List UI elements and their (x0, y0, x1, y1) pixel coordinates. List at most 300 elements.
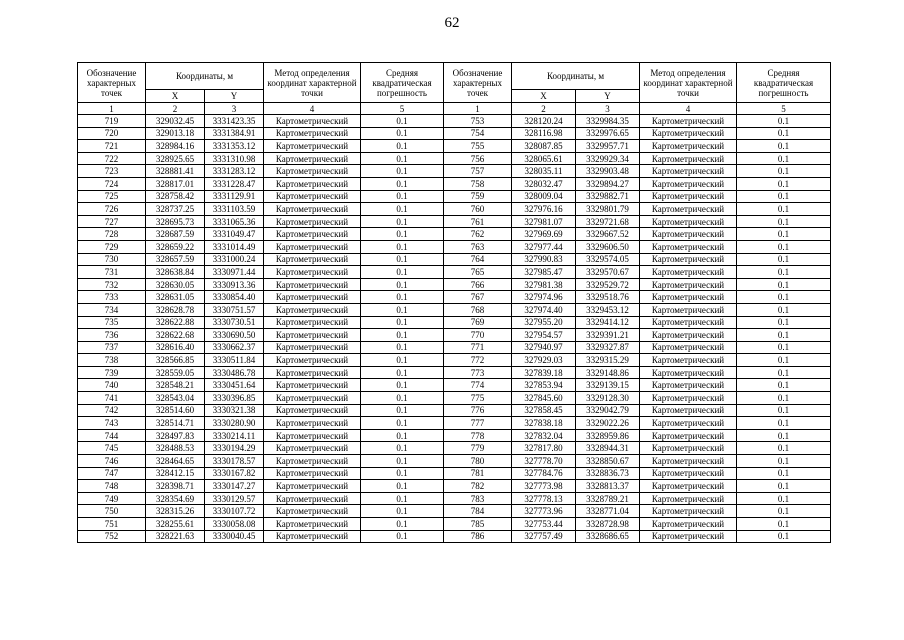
table-cell: 740 (78, 379, 146, 392)
table-cell: 781 (444, 467, 512, 480)
table-row (78, 115, 831, 128)
table-cell: 3328789.21 (576, 492, 640, 505)
table-cell: Картометрический (640, 467, 737, 480)
table-cell: 772 (444, 354, 512, 367)
table-cell: 758 (444, 177, 512, 190)
table-cell: Картометрический (264, 442, 361, 455)
table-cell: 328065.61 (512, 152, 576, 165)
table-cell: Картометрический (640, 366, 737, 379)
table-cell: 3329022.26 (576, 417, 640, 430)
table-cell: 783 (444, 492, 512, 505)
page-number: 62 (444, 15, 460, 31)
column-number: 3 (205, 103, 264, 115)
table-cell: 728 (78, 228, 146, 241)
table-cell: Картометрический (640, 341, 737, 354)
table-cell: 0.1 (361, 354, 444, 367)
table-cell: Картометрический (640, 505, 737, 518)
header-method-right: Метод определения координат характерной точки (640, 63, 737, 103)
table-cell: 0.1 (737, 115, 831, 128)
table-cell: 3328686.65 (576, 530, 640, 543)
table-cell: 327838.18 (512, 417, 576, 430)
table-cell: 0.1 (737, 215, 831, 228)
table-cell: 0.1 (361, 266, 444, 279)
table-cell: 767 (444, 291, 512, 304)
table-cell: 328758.42 (146, 190, 205, 203)
table-cell: Картометрический (264, 165, 361, 178)
table-cell: 327773.98 (512, 480, 576, 493)
table-cell: 327757.49 (512, 530, 576, 543)
table-cell: 0.1 (361, 492, 444, 505)
table-cell: 0.1 (361, 240, 444, 253)
table-cell: Картометрический (640, 278, 737, 291)
table-cell: 328497.83 (146, 429, 205, 442)
table-cell: 751 (78, 518, 146, 531)
table-cell: Картометрический (264, 203, 361, 216)
table-cell: 327974.40 (512, 303, 576, 316)
table-cell: 3330451.64 (205, 379, 264, 392)
table-cell: 726 (78, 203, 146, 216)
table-row (78, 240, 831, 253)
table-cell: 757 (444, 165, 512, 178)
table-cell: Картометрический (264, 127, 361, 140)
table-cell: Картометрический (264, 215, 361, 228)
table-cell: 3329894.27 (576, 177, 640, 190)
coordinates-table (77, 62, 831, 543)
table-cell: 3330129.57 (205, 492, 264, 505)
table-cell: 725 (78, 190, 146, 203)
table-cell: Картометрический (640, 530, 737, 543)
table-cell: 3329984.35 (576, 115, 640, 128)
table-row (78, 429, 831, 442)
table-cell: 0.1 (737, 152, 831, 165)
table-cell: 3328944.31 (576, 442, 640, 455)
table-row (78, 329, 831, 342)
table-cell: 327839.18 (512, 366, 576, 379)
column-number: 3 (576, 103, 640, 115)
table-cell: 0.1 (361, 228, 444, 241)
table-cell: 0.1 (737, 518, 831, 531)
table-cell: 3328771.04 (576, 505, 640, 518)
column-number: 2 (146, 103, 205, 115)
table-row (78, 366, 831, 379)
table-cell: 3331283.12 (205, 165, 264, 178)
table-cell: 3330751.57 (205, 303, 264, 316)
table-cell: 3330913.36 (205, 278, 264, 291)
header-point-right: Обозначение характерных точек (444, 63, 512, 103)
table-cell: 328543.04 (146, 392, 205, 405)
table-cell: 3329139.15 (576, 379, 640, 392)
table-cell: 328687.59 (146, 228, 205, 241)
table-cell: 3329903.48 (576, 165, 640, 178)
table-row (78, 278, 831, 291)
table-cell: 3329957.71 (576, 140, 640, 153)
table-cell: 3330511.84 (205, 354, 264, 367)
table-cell: 729 (78, 240, 146, 253)
table-cell: 3330107.72 (205, 505, 264, 518)
table-row (78, 354, 831, 367)
table-cell: 327832.04 (512, 429, 576, 442)
table-cell: 327778.13 (512, 492, 576, 505)
table-cell: Картометрический (640, 329, 737, 342)
table-row (78, 253, 831, 266)
table-cell: Картометрический (264, 278, 361, 291)
table-cell: Картометрический (264, 455, 361, 468)
table-cell: 784 (444, 505, 512, 518)
table-cell: 328638.84 (146, 266, 205, 279)
table-cell: 745 (78, 442, 146, 455)
table-cell: 771 (444, 341, 512, 354)
table-cell: 328514.60 (146, 404, 205, 417)
header-error-right: Средняя квадратическая погрешность (737, 63, 831, 103)
table-cell: Картометрический (640, 190, 737, 203)
table-cell: 0.1 (737, 329, 831, 342)
table-cell: 730 (78, 253, 146, 266)
table-row (78, 392, 831, 405)
column-number: 4 (264, 103, 361, 115)
table-cell: 0.1 (737, 190, 831, 203)
table-cell: 0.1 (737, 165, 831, 178)
table-cell: Картометрический (264, 303, 361, 316)
table-cell: 0.1 (737, 253, 831, 266)
table-cell: 328631.05 (146, 291, 205, 304)
table-cell: 0.1 (361, 190, 444, 203)
table-cell: Картометрический (264, 177, 361, 190)
table-cell: 328255.61 (146, 518, 205, 531)
table-row (78, 530, 831, 543)
table-cell: 3328836.73 (576, 467, 640, 480)
table-cell: 769 (444, 316, 512, 329)
table-cell: 0.1 (361, 442, 444, 455)
table-cell: Картометрический (640, 404, 737, 417)
table-cell: Картометрический (640, 379, 737, 392)
table-cell: 742 (78, 404, 146, 417)
table-cell: 3330854.40 (205, 291, 264, 304)
column-number: 1 (444, 103, 512, 115)
table-cell: 329013.18 (146, 127, 205, 140)
table-cell: 0.1 (361, 518, 444, 531)
table-cell: 0.1 (737, 177, 831, 190)
table-row (78, 190, 831, 203)
table-cell: Картометрический (640, 127, 737, 140)
table-cell: 3329518.76 (576, 291, 640, 304)
table-cell: 782 (444, 480, 512, 493)
table-row (78, 291, 831, 304)
table-row (78, 127, 831, 140)
table-cell: 3328850.67 (576, 455, 640, 468)
table-cell: 770 (444, 329, 512, 342)
table-cell: 727 (78, 215, 146, 228)
table-cell: Картометрический (640, 492, 737, 505)
table-cell: 0.1 (361, 379, 444, 392)
table-cell: Картометрический (264, 392, 361, 405)
table-cell: 328032.47 (512, 177, 576, 190)
column-number: 5 (361, 103, 444, 115)
table-cell: Картометрический (264, 190, 361, 203)
table-row (78, 303, 831, 316)
table-cell: Картометрический (640, 480, 737, 493)
table-cell: 721 (78, 140, 146, 153)
table-cell: Картометрический (264, 530, 361, 543)
header-y-right: Y (576, 90, 640, 103)
table-cell: 3330690.50 (205, 329, 264, 342)
table-row (78, 455, 831, 468)
table-cell: 756 (444, 152, 512, 165)
header-x-right: X (512, 90, 576, 103)
table-cell: 773 (444, 366, 512, 379)
table-cell: 0.1 (361, 417, 444, 430)
table-cell: 3329721.68 (576, 215, 640, 228)
table-cell: Картометрический (264, 518, 361, 531)
table-cell: Картометрический (264, 316, 361, 329)
table-cell: 723 (78, 165, 146, 178)
table-cell: 328221.63 (146, 530, 205, 543)
table-cell: 739 (78, 366, 146, 379)
table-cell: Картометрический (264, 341, 361, 354)
column-number: 4 (640, 103, 737, 115)
table-cell: 328412.15 (146, 467, 205, 480)
table-cell: 328657.59 (146, 253, 205, 266)
table-cell: 3330730.51 (205, 316, 264, 329)
table-cell: 3328728.98 (576, 518, 640, 531)
table-cell: 328659.22 (146, 240, 205, 253)
table-body (78, 115, 831, 543)
table-cell: 327976.16 (512, 203, 576, 216)
table-cell: 0.1 (737, 417, 831, 430)
table-cell: 720 (78, 127, 146, 140)
table-cell: Картометрический (640, 152, 737, 165)
table-cell: 3331310.98 (205, 152, 264, 165)
table-cell: 328630.05 (146, 278, 205, 291)
table-cell: Картометрический (264, 417, 361, 430)
table-cell: 0.1 (361, 316, 444, 329)
table-cell: 0.1 (361, 278, 444, 291)
table-cell: 328514.71 (146, 417, 205, 430)
table-cell: 327977.44 (512, 240, 576, 253)
table-cell: Картометрический (640, 203, 737, 216)
table-row (78, 379, 831, 392)
table-cell: Картометрический (640, 316, 737, 329)
table-cell: 3329453.12 (576, 303, 640, 316)
table-cell: 3331049.47 (205, 228, 264, 241)
table-cell: 777 (444, 417, 512, 430)
table-cell: 768 (444, 303, 512, 316)
table-cell: Картометрический (264, 480, 361, 493)
table-cell: 3331423.35 (205, 115, 264, 128)
table-cell: 0.1 (737, 228, 831, 241)
table-cell: 3331014.49 (205, 240, 264, 253)
table-cell: 0.1 (737, 480, 831, 493)
table-cell: 3330040.45 (205, 530, 264, 543)
table-cell: 327858.45 (512, 404, 576, 417)
column-number: 1 (78, 103, 146, 115)
table-cell: 328116.98 (512, 127, 576, 140)
table-cell: 785 (444, 518, 512, 531)
table-cell: 3330058.08 (205, 518, 264, 531)
table-cell: 0.1 (361, 467, 444, 480)
table-cell: 327940.97 (512, 341, 576, 354)
table-cell: Картометрический (264, 366, 361, 379)
table-cell: 328315.26 (146, 505, 205, 518)
table-cell: 0.1 (737, 240, 831, 253)
table-cell: Картометрический (640, 417, 737, 430)
table-cell: 0.1 (737, 530, 831, 543)
table-cell: 328622.68 (146, 329, 205, 342)
header-y-left: Y (205, 90, 264, 103)
table-row (78, 316, 831, 329)
table-cell: 3328813.37 (576, 480, 640, 493)
table-row (78, 467, 831, 480)
table-cell: 327985.47 (512, 266, 576, 279)
table-cell: 3331228.47 (205, 177, 264, 190)
table-cell: 719 (78, 115, 146, 128)
table-cell: 753 (444, 115, 512, 128)
table-cell: 328548.21 (146, 379, 205, 392)
table-cell: 328616.40 (146, 341, 205, 354)
table-cell: 328009.04 (512, 190, 576, 203)
table-cell: 752 (78, 530, 146, 543)
table-cell: 328559.05 (146, 366, 205, 379)
table-cell: 328817.01 (146, 177, 205, 190)
table-row (78, 165, 831, 178)
table-cell: 328737.25 (146, 203, 205, 216)
table-cell: 724 (78, 177, 146, 190)
table-cell: 327929.03 (512, 354, 576, 367)
table-cell: 755 (444, 140, 512, 153)
table-cell: 766 (444, 278, 512, 291)
table-cell: Картометрический (264, 253, 361, 266)
table-cell: Картометрический (640, 228, 737, 241)
column-number: 2 (512, 103, 576, 115)
table-row (78, 152, 831, 165)
table-cell: 3331065.36 (205, 215, 264, 228)
table-cell: 778 (444, 429, 512, 442)
table-cell: Картометрический (640, 518, 737, 531)
table-cell: 3330486.78 (205, 366, 264, 379)
table-cell: 328628.78 (146, 303, 205, 316)
table-cell: 0.1 (737, 140, 831, 153)
table-cell: 3329882.71 (576, 190, 640, 203)
table-cell: 3329606.50 (576, 240, 640, 253)
table-cell: 735 (78, 316, 146, 329)
table-cell: 731 (78, 266, 146, 279)
table-cell: 0.1 (361, 530, 444, 543)
table-cell: 3329667.52 (576, 228, 640, 241)
table-cell: 0.1 (737, 442, 831, 455)
table-cell: 3331384.91 (205, 127, 264, 140)
table-cell: 327981.38 (512, 278, 576, 291)
table-cell: 775 (444, 392, 512, 405)
table-cell: 328035.11 (512, 165, 576, 178)
table-cell: 3331103.59 (205, 203, 264, 216)
table-cell: 736 (78, 329, 146, 342)
table-cell: Картометрический (640, 115, 737, 128)
table-cell: Картометрический (264, 404, 361, 417)
table-cell: 327853.94 (512, 379, 576, 392)
table-cell: 0.1 (737, 455, 831, 468)
table-cell: Картометрический (264, 115, 361, 128)
header-x-left: X (146, 90, 205, 103)
table-cell: 328354.69 (146, 492, 205, 505)
table-cell: 733 (78, 291, 146, 304)
table-cell: 0.1 (737, 366, 831, 379)
table-cell: 0.1 (361, 215, 444, 228)
header-coords-left: Координаты, м (146, 63, 264, 90)
table-cell: 3330214.11 (205, 429, 264, 442)
table-cell: 0.1 (361, 392, 444, 405)
table-row (78, 341, 831, 354)
table-cell: 762 (444, 228, 512, 241)
table-cell: 738 (78, 354, 146, 367)
header-coords-right: Координаты, м (512, 63, 640, 90)
table-cell: 0.1 (737, 492, 831, 505)
table-cell: 327954.57 (512, 329, 576, 342)
table-row (78, 203, 831, 216)
table-row (78, 177, 831, 190)
table-row (78, 480, 831, 493)
table-cell: 0.1 (737, 467, 831, 480)
table-cell: Картометрический (264, 467, 361, 480)
table-cell: 3329128.30 (576, 392, 640, 405)
table-cell: Картометрический (264, 291, 361, 304)
table-cell: 734 (78, 303, 146, 316)
table-cell: Картометрический (640, 140, 737, 153)
header-method-left: Метод определения координат характерной точки (264, 63, 361, 103)
table-cell: 786 (444, 530, 512, 543)
table-cell: 743 (78, 417, 146, 430)
column-number: 5 (737, 103, 831, 115)
table-cell: 3330396.85 (205, 392, 264, 405)
table-row (78, 518, 831, 531)
table-cell: 749 (78, 492, 146, 505)
table-cell: 327981.07 (512, 215, 576, 228)
table-cell: 737 (78, 341, 146, 354)
table-cell: 0.1 (737, 278, 831, 291)
table-cell: 741 (78, 392, 146, 405)
table-cell: 328120.24 (512, 115, 576, 128)
table-cell: 3329529.72 (576, 278, 640, 291)
table-cell: 327955.20 (512, 316, 576, 329)
header-error-left: Средняя квадратическая погрешность (361, 63, 444, 103)
table-cell: 3329574.05 (576, 253, 640, 266)
table-cell: 774 (444, 379, 512, 392)
table-cell: 3330178.57 (205, 455, 264, 468)
table-cell: Картометрический (264, 429, 361, 442)
table-cell: 327974.96 (512, 291, 576, 304)
table-cell: 760 (444, 203, 512, 216)
table-row (78, 492, 831, 505)
table-cell: 744 (78, 429, 146, 442)
table-cell: 3331129.91 (205, 190, 264, 203)
table-cell: 0.1 (361, 291, 444, 304)
table-cell: 328695.73 (146, 215, 205, 228)
table-cell: 0.1 (361, 455, 444, 468)
table-cell: 3329414.12 (576, 316, 640, 329)
table-cell: 3329327.87 (576, 341, 640, 354)
table-cell: 3329042.79 (576, 404, 640, 417)
table-cell: Картометрический (264, 329, 361, 342)
table-cell: 0.1 (361, 366, 444, 379)
table-cell: 327784.76 (512, 467, 576, 480)
table-cell: 0.1 (737, 266, 831, 279)
table-cell: 764 (444, 253, 512, 266)
table-row (78, 505, 831, 518)
table-cell: 327753.44 (512, 518, 576, 531)
table-cell: 328925.65 (146, 152, 205, 165)
table-cell: 748 (78, 480, 146, 493)
table-cell: Картометрический (640, 165, 737, 178)
table-cell: 0.1 (361, 329, 444, 342)
table-cell: 779 (444, 442, 512, 455)
